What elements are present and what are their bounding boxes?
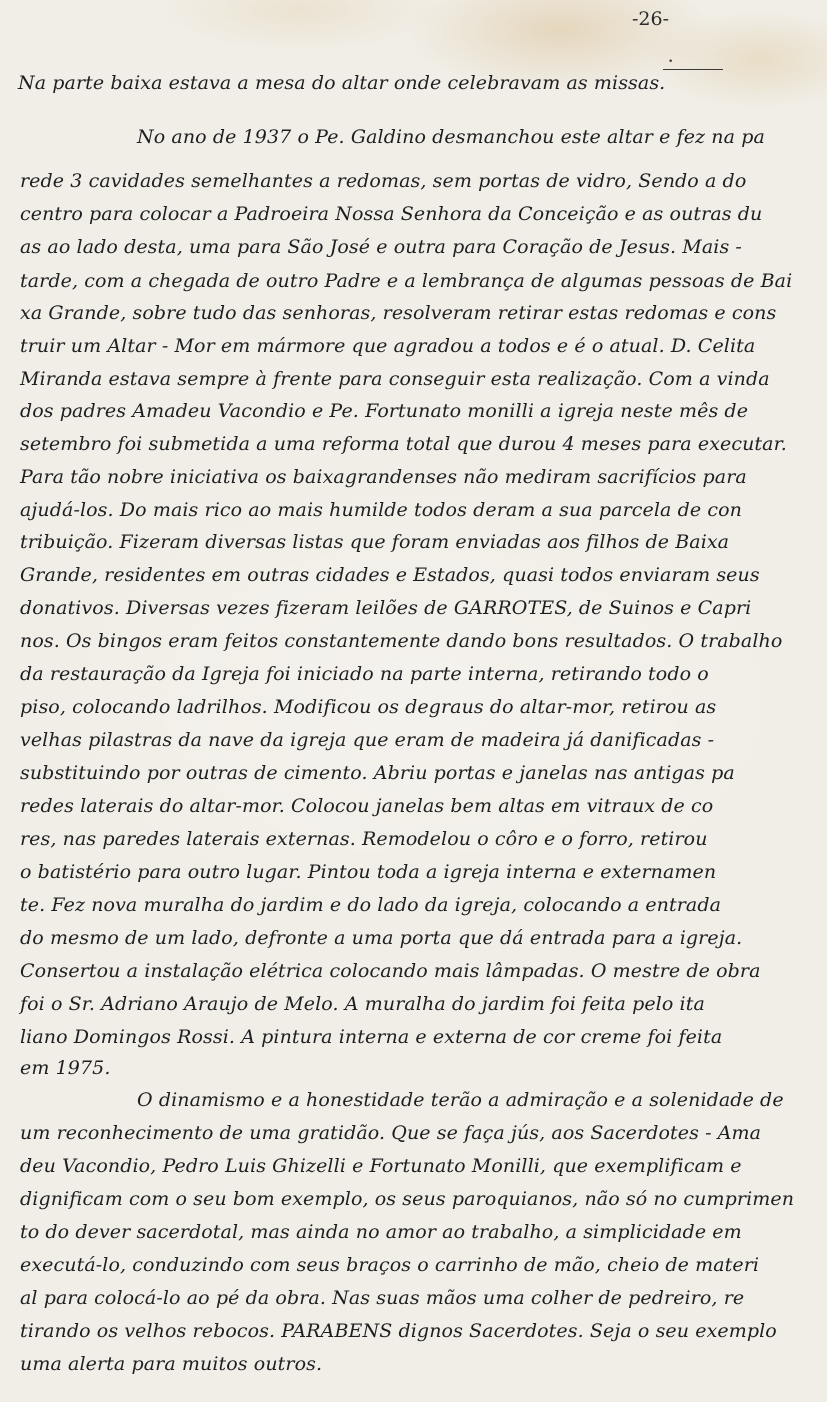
text-line: setembro foi submetida a uma reforma total que durou 4 meses para executar. xyxy=(20,433,787,455)
text-line: Grande, residentes em outras cidades e Estados, quasi todos enviaram seus xyxy=(20,564,760,586)
text-line: xa Grande, sobre tudo das senhoras, resolveram retirar estas redomas e cons xyxy=(20,302,777,324)
text-line: em 1975. xyxy=(20,1057,111,1079)
text-line: te. Fez nova muralha do jardim e do lado da igreja, colocando a entrada xyxy=(20,894,722,916)
text-line: res, nas paredes laterais externas. Remodelou o côro e o forro, retirou xyxy=(20,828,708,850)
text-line: Consertou a instalação elétrica colocando mais lâmpadas. O mestre de obra xyxy=(20,960,761,982)
text-line: Miranda estava sempre à frente para conseguir esta realização. Com a vinda xyxy=(20,368,770,390)
text-line: um reconhecimento de uma gratidão. Que se faça jús, aos Sacerdotes - Ama xyxy=(20,1122,762,1144)
text-line: dos padres Amadeu Vacondio e Pe. Fortunato monilli a igreja neste mês de xyxy=(20,400,749,422)
text-line: O dinamismo e a honestidade terão a admiração e a solenidade de xyxy=(137,1089,784,1111)
text-line: centro para colocar a Padroeira Nossa Senhora da Conceição e as outras du xyxy=(20,203,763,225)
text-line: liano Domingos Rossi. A pintura interna e externa de cor creme foi feita xyxy=(20,1026,723,1048)
text-line: da restauração da Igreja foi iniciado na parte interna, retirando todo o xyxy=(20,663,709,685)
text-line: foi o Sr. Adriano Araujo de Melo. A muralha do jardim foi feita pelo ita xyxy=(20,993,705,1015)
header-rule xyxy=(663,69,723,70)
text-line: No ano de 1937 o Pe. Galdino desmanchou este altar e fez na pa xyxy=(137,126,765,148)
text-line: to do dever sacerdotal, mas ainda no amor ao trabalho, a simplicidade em xyxy=(20,1221,742,1243)
text-line: as ao lado desta, uma para São José e outra para Coração de Jesus. Mais - xyxy=(20,236,742,258)
text-line: tribuição. Fizeram diversas listas que foram enviadas aos filhos de Baixa xyxy=(20,531,730,553)
text-line: al para colocá-lo ao pé da obra. Nas suas mãos uma colher de pedreiro, re xyxy=(20,1287,745,1309)
text-line: redes laterais do altar-mor. Colocou janelas bem altas em vitraux de co xyxy=(20,795,714,817)
ink-dot: • xyxy=(668,57,674,67)
page-number: -26- xyxy=(632,8,670,30)
text-line: donativos. Diversas vezes fizeram leilões de GARROTES, de Suinos e Capri xyxy=(20,597,752,619)
text-line: nos. Os bingos eram feitos constantemente dando bons resultados. O trabalho xyxy=(20,630,783,652)
text-line: deu Vacondio, Pedro Luis Ghizelli e Fortunato Monilli, que exemplificam e xyxy=(20,1155,742,1177)
text-line: dignificam com o seu bom exemplo, os seus paroquianos, não só no cumprimen xyxy=(20,1188,795,1210)
text-line: truir um Altar - Mor em mármore que agradou a todos e é o atual. D. Celita xyxy=(20,335,756,357)
text-line: do mesmo de um lado, defronte a uma porta que dá entrada para a igreja. xyxy=(20,927,743,949)
text-line: piso, colocando ladrilhos. Modificou os degraus do altar-mor, retirou as xyxy=(20,696,717,718)
text-line: uma alerta para muitos outros. xyxy=(20,1353,323,1375)
text-line: rede 3 cavidades semelhantes a redomas, sem portas de vidro, Sendo a do xyxy=(20,170,747,192)
text-line: velhas pilastras da nave da igreja que eram de madeira já danificadas - xyxy=(20,729,715,751)
text-line: executá-lo, conduzindo com seus braços o carrinho de mão, cheio de materi xyxy=(20,1254,760,1276)
text-line: substituindo por outras de cimento. Abriu portas e janelas nas antigas pa xyxy=(20,762,735,784)
text-line: Para tão nobre iniciativa os baixagrandenses não mediram sacrifícios para xyxy=(20,466,747,488)
text-line: ajudá-los. Do mais rico ao mais humilde todos deram a sua parcela de con xyxy=(20,499,742,521)
text-line: Na parte baixa estava a mesa do altar onde celebravam as missas. xyxy=(18,72,666,94)
text-line: tirando os velhos rebocos. PARABENS dignos Sacerdotes. Seja o seu exemplo xyxy=(20,1320,777,1342)
text-line: o batistério para outro lugar. Pintou toda a igreja interna e externamen xyxy=(20,861,717,883)
text-line: tarde, com a chegada de outro Padre e a lembrança de algumas pessoas de Bai xyxy=(20,270,793,292)
